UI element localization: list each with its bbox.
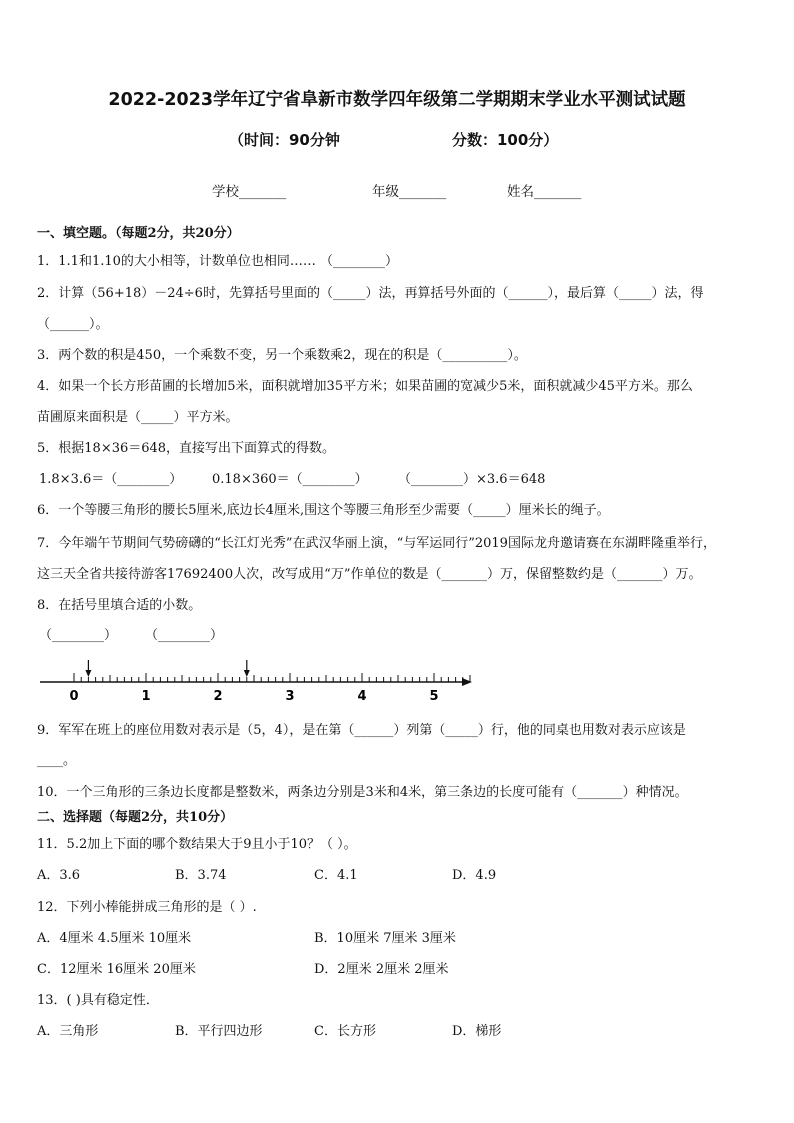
exam-time: （时间：90分钟 (229, 131, 340, 149)
q12-option-c[interactable]: C．12厘米 16厘米 20厘米 (37, 962, 196, 977)
question-9-cont: ____。 (37, 753, 77, 768)
q12-option-d[interactable]: D．2厘米 2厘米 2厘米 (314, 962, 449, 977)
q13-option-c[interactable]: C．长方形 (314, 1024, 376, 1039)
number-line-labels (69, 689, 438, 702)
number-line-marker-head (244, 670, 250, 677)
question-5a: 1.8×3.6＝（________） (39, 472, 183, 487)
question-8: 8．在括号里填合适的小数。 (37, 598, 202, 613)
question-7-cont: 这三天全省共接待游客17692400人次，改写成用“万”作单位的数是（_______）万，保留整数约是（_______）万。 (37, 567, 702, 582)
number-line-marker-head (85, 670, 91, 677)
question-7: 7．今年端午节期间气势磅礴的“长江灯光秀”在武汉华丽上演，“与军运同行”2019国际龙舟邀请赛在东湖畔隆重举行， (37, 536, 716, 551)
q13-option-b[interactable]: B．平行四边形 (175, 1024, 263, 1039)
number-line-label: 5 (429, 689, 439, 702)
q11-option-b[interactable]: B．3.74 (175, 868, 227, 883)
question-8a: （________） (39, 628, 118, 643)
q11-option-a[interactable]: A．3.6 (37, 868, 81, 883)
question-8b: （________） (145, 628, 224, 643)
question-5b: 0.18×360＝（________） (212, 472, 368, 487)
section-choice: 二、选择题（每题2分，共10分） (37, 810, 234, 825)
question-3: 3．两个数的积是450，一个乘数不变，另一个乘数乘2，现在的积是（__________）。 (37, 348, 527, 363)
number-line-label: 2 (213, 689, 223, 702)
q11-option-c[interactable]: C．4.1 (314, 868, 358, 883)
q11-option-d[interactable]: D．4.9 (452, 868, 497, 883)
number-line-label: 3 (285, 689, 295, 702)
school-field[interactable]: 学校_______ (212, 184, 287, 200)
q13-option-d[interactable]: D．梯形 (452, 1024, 502, 1039)
question-13: 13．( )具有稳定性． (37, 993, 159, 1008)
question-2: 2．计算（56+18）－24÷6时，先算括号里面的（_____）法，再算括号外面的（______），最后算（_____）法，得 (37, 286, 704, 301)
q12-option-b[interactable]: B．10厘米 7厘米 3厘米 (314, 931, 456, 946)
page-title: 2022-2023学年辽宁省阜新市数学四年级第二学期期末学业水平测试试题 (108, 90, 686, 110)
q13-option-a[interactable]: A．三角形 (37, 1024, 99, 1039)
question-1: 1．1.1和1.10的大小相等，计数单位也相同…… （________） (37, 254, 399, 269)
number-line-label: 0 (69, 689, 79, 702)
name-field[interactable]: 姓名_______ (507, 184, 582, 200)
question-4: 4．如果一个长方形苗圃的长增加5米，面积就增加35平方米；如果苗圃的宽减少5米，面积就减少45平方米。那么 (37, 379, 693, 394)
question-4-cont: 苗圃原来面积是（_____）平方米。 (37, 410, 239, 425)
question-9: 9．军军在班上的座位用数对表示是（5，4），是在第（______）列第（_____）行，他的同桌也用数对表示应该是 (37, 723, 686, 738)
question-2-cont: （______）。 (37, 317, 109, 332)
section-fill-blank: 一、填空题。（每题2分，共20分） (37, 226, 240, 241)
question-11: 11．5.2加上下面的哪个数结果大于9且小于10？（ ）。 (37, 837, 357, 852)
grade-field[interactable]: 年级_______ (372, 184, 447, 200)
number-line-markers (85, 660, 249, 677)
question-10: 10．一个三角形的三条边长度都是整数米，两条边分别是3米和4米，第三条边的长度可能有（_______）种情况。 (37, 785, 688, 800)
number-line (36, 658, 476, 702)
exam-score: 分数：100分） (452, 131, 559, 149)
question-5c: （________）×3.6＝648 (398, 472, 546, 487)
question-5: 5．根据18×36＝648，直接写出下面算式的得数。 (37, 441, 336, 456)
question-12: 12．下列小棒能拼成三角形的是（ ）. (37, 900, 257, 915)
number-line-label: 1 (141, 689, 151, 702)
question-6: 6．一个等腰三角形的腰长5厘米,底边长4厘米,围这个等腰三角形至少需要（_____）厘米长的绳子。 (37, 503, 610, 518)
number-line-label: 4 (357, 689, 367, 702)
number-line-ticks (74, 673, 470, 682)
q12-option-a[interactable]: A．4厘米 4.5厘米 10厘米 (37, 931, 192, 946)
